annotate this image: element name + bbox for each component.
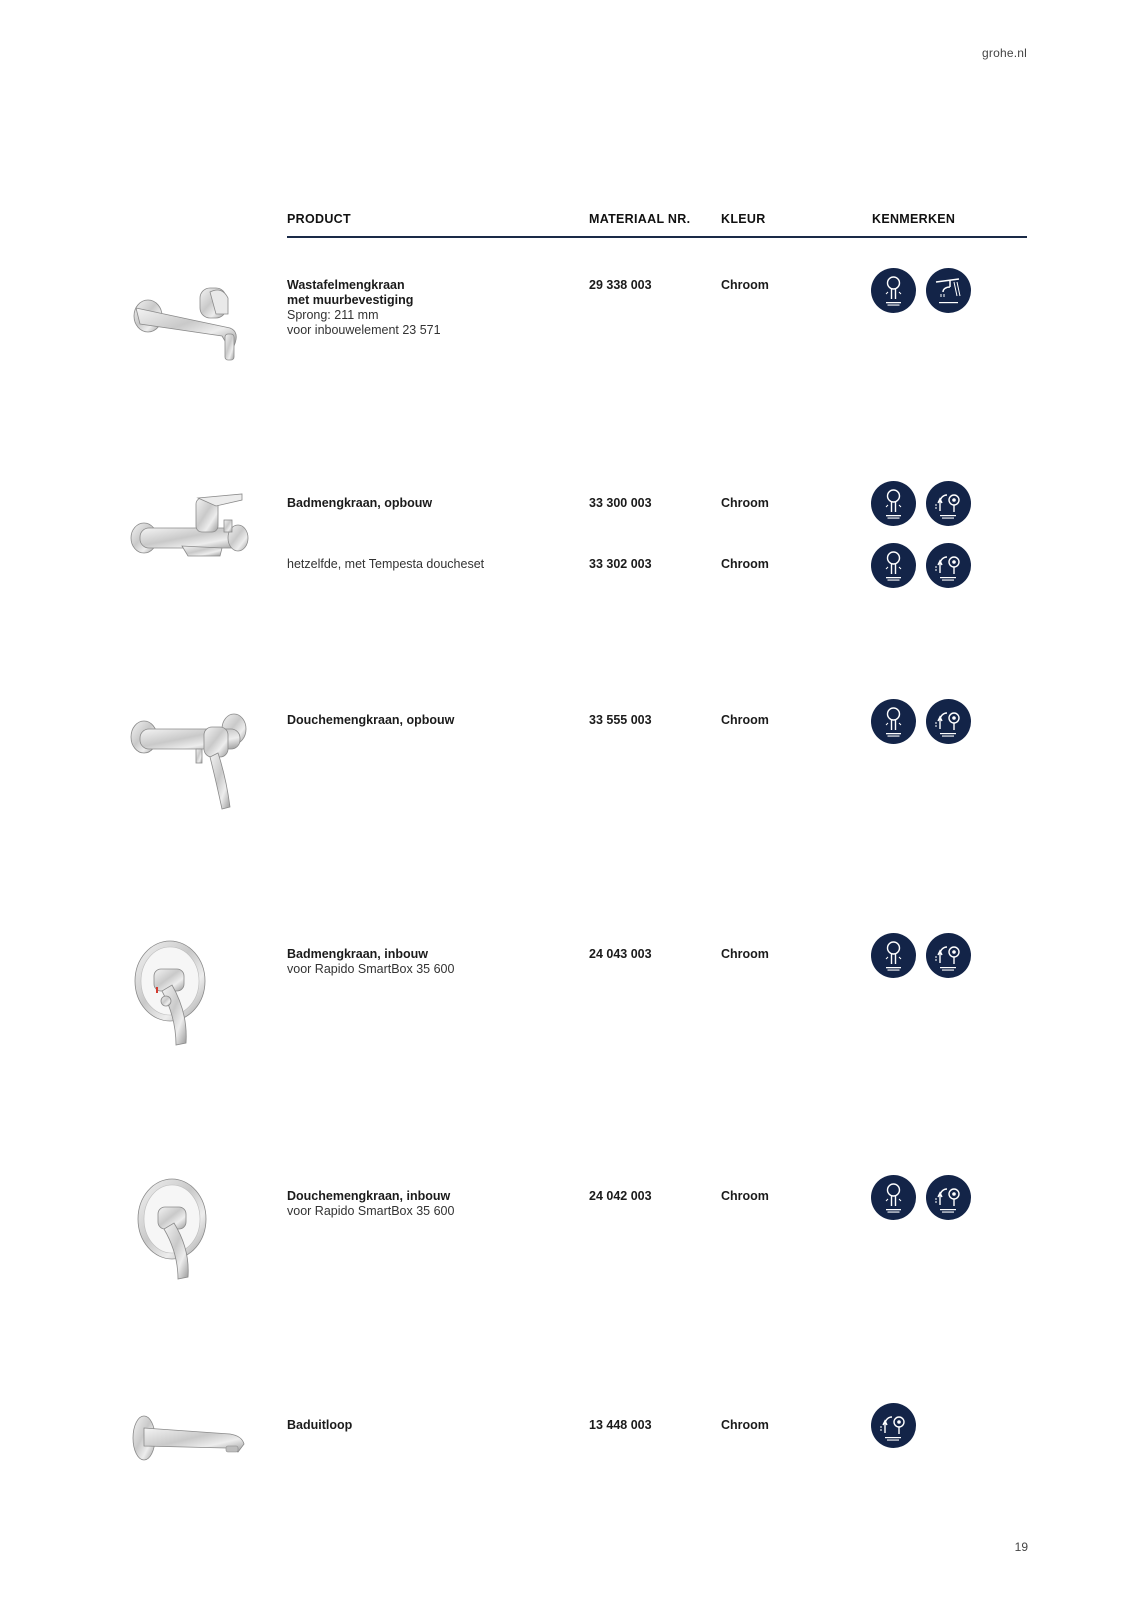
product-spec: Sprong: 211 mm [287,308,379,322]
product-name: Badmengkraan, inbouw [287,947,428,961]
grohe-silkmove-icon [871,481,916,526]
grohe-silkmove-icon [871,268,916,313]
feature-icons [871,1175,971,1220]
product-name: Douchemengkraan, opbouw [287,713,455,727]
color-value: Chroom [721,713,769,727]
color-value: Chroom [721,947,769,961]
product-description [287,1418,567,1433]
page-number: 19 [1014,1540,1028,1554]
feature-icons [871,543,971,588]
safestop-icon [926,699,971,744]
product-name: Baduitloop [287,1418,353,1432]
safestop-icon [926,1175,971,1220]
material-number: 24 043 003 [589,947,652,961]
product-variant: hetzelfde, met Tempesta doucheset [287,557,485,571]
site-url[interactable]: grohe.nl [982,46,1027,60]
safestop-icon [926,933,971,978]
feature-icons [871,1403,916,1448]
feature-icons [871,699,971,744]
material-number: 24 042 003 [589,1189,652,1203]
color-value: Chroom [721,278,769,292]
bath-mixer-exposed-image [130,490,250,570]
safestop-icon [926,481,971,526]
wall-basin-mixer-image [130,284,250,364]
grohe-silkmove-icon [871,1175,916,1220]
product-note: voor inbouwelement 23 571 [287,323,441,337]
color-value: Chroom [721,557,769,571]
bath-mixer-concealed-image [130,939,250,1059]
grohe-silkmove-icon [871,543,916,588]
color-value: Chroom [721,1418,769,1432]
feature-icons [871,481,971,526]
product-name-line-1: Wastafelmengkraan [287,278,405,292]
safestop-icon [871,1403,916,1448]
material-number: 33 302 003 [589,557,652,571]
column-header-product: PRODUCT [287,212,351,226]
aquaguide-icon [926,268,971,313]
grohe-silkmove-icon [871,699,916,744]
feature-icons [871,268,971,313]
material-number: 13 448 003 [589,1418,652,1432]
product-description [287,278,567,338]
product-note: voor Rapido SmartBox 35 600 [287,1204,455,1218]
product-description [287,947,567,977]
feature-icons [871,933,971,978]
bath-spout-image [130,1410,250,1470]
shower-mixer-concealed-image [130,1177,250,1287]
column-header-color: KLEUR [721,212,766,226]
color-value: Chroom [721,496,769,510]
product-name: Badmengkraan, opbouw [287,496,433,510]
product-description [287,713,567,728]
product-note: voor Rapido SmartBox 35 600 [287,962,455,976]
product-description [287,496,567,511]
material-number: 29 338 003 [589,278,652,292]
product-name: Douchemengkraan, inbouw [287,1189,451,1203]
safestop-icon [926,543,971,588]
grohe-silkmove-icon [871,933,916,978]
table-header [287,212,1027,238]
color-value: Chroom [721,1189,769,1203]
column-header-features: KENMERKEN [872,212,956,226]
product-description [287,1189,567,1219]
material-number: 33 555 003 [589,713,652,727]
material-number: 33 300 003 [589,496,652,510]
column-header-material-number: MATERIAAL NR. [589,212,691,226]
shower-mixer-exposed-image [130,707,250,817]
product-name-line-2: met muurbevestiging [287,293,414,307]
